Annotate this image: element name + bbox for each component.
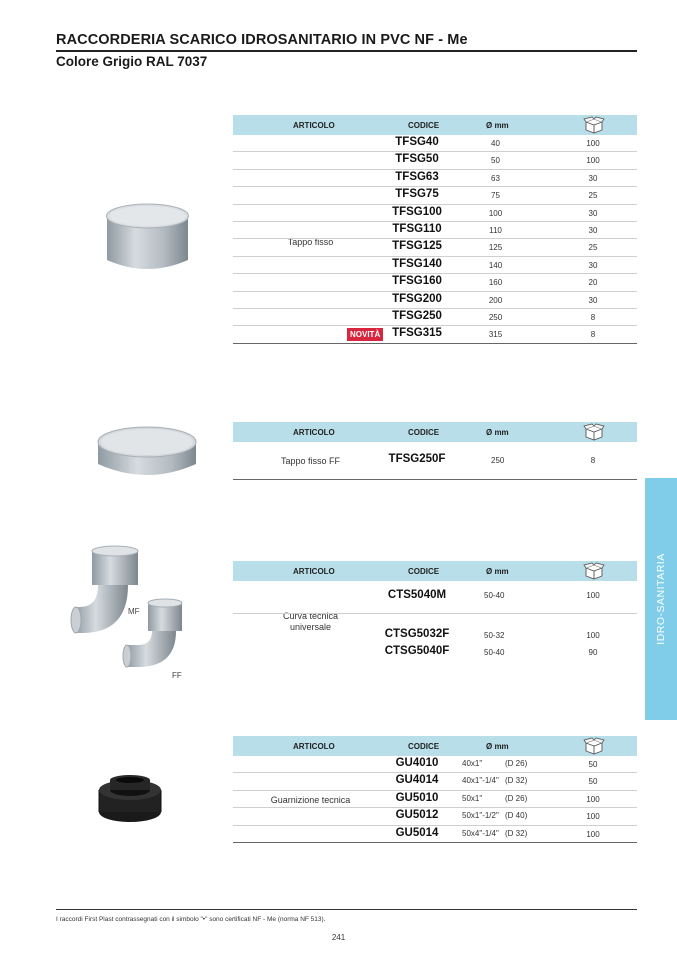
page-subtitle: Colore Grigio RAL 7037 [56, 54, 208, 69]
product-code: GU5012 [395, 809, 439, 822]
table-row [233, 773, 637, 790]
product-code: TFSG140 [392, 257, 442, 270]
product-code: TFSG250F [388, 453, 446, 465]
product-code: TFSG40 [395, 136, 439, 148]
table-header [233, 561, 637, 581]
product-pack: 30 [588, 225, 598, 235]
product-diameter: 250 [488, 312, 503, 322]
header-diametro: Ø mm [486, 742, 509, 751]
category-side-tab-label: IDRO-SANITARIA [655, 553, 667, 645]
table-header [233, 736, 637, 756]
product-code: GU5010 [395, 791, 439, 804]
table-row [233, 257, 637, 274]
header-diametro: Ø mm [486, 567, 509, 576]
footnote-rule [56, 909, 637, 910]
table-row [233, 170, 637, 187]
product-code: TFSG75 [395, 188, 439, 201]
section-curva-tecnica [233, 561, 637, 661]
product-pack: 8 [590, 312, 596, 322]
product-code: GU4014 [395, 774, 439, 787]
tappo-fisso-ff-image [92, 420, 202, 485]
novita-badge: NOVITÀ [347, 328, 383, 341]
product-diameter: 50x1" [462, 793, 483, 803]
table-row [233, 239, 637, 256]
header-codice: CODICE [408, 121, 440, 130]
package-icon [583, 116, 605, 136]
table-row [233, 581, 637, 614]
table-row [233, 187, 637, 204]
product-code: TFSG50 [395, 153, 439, 166]
table-row [233, 826, 637, 843]
product-diameter: 200 [488, 295, 503, 305]
header-articolo: ARTICOLO [293, 742, 335, 751]
product-diameter: 250 [491, 456, 505, 465]
table-row [233, 791, 637, 808]
product-diameter: 50-40 [484, 591, 505, 600]
product-pack: 8 [590, 456, 596, 465]
product-pack: 100 [586, 812, 600, 822]
table-row [233, 274, 637, 291]
tappo-fisso-image [100, 200, 195, 280]
header-articolo: ARTICOLO [293, 121, 335, 130]
header-diametro: Ø mm [486, 121, 509, 130]
product-diameter: 315 [488, 330, 503, 340]
product-diameter: 50-40 [484, 648, 505, 657]
article-name: Curva tecnica universale [282, 611, 339, 632]
product-pack: 30 [588, 208, 598, 218]
table-row [233, 222, 637, 239]
product-code: CTS5040M [387, 589, 447, 601]
table-row [233, 756, 637, 773]
product-diameter: 125 [488, 243, 503, 253]
product-pack: 100 [586, 156, 600, 166]
product-pack: 100 [586, 829, 600, 839]
table-header [233, 422, 637, 442]
product-pack: 8 [590, 330, 596, 340]
product-note: (D 40) [505, 811, 528, 821]
product-code: TFSG160 [392, 275, 442, 288]
product-diameter: 50-32 [484, 631, 505, 640]
product-diameter: 140 [488, 260, 503, 270]
guarnizione-image [96, 772, 164, 826]
product-code: GU4010 [395, 757, 439, 769]
product-pack: 100 [586, 631, 600, 640]
table-row [233, 627, 637, 644]
footnote: I raccordi First Plast contrassegnati con il simbolo "•" sono certificati NF - Me (norma NF 513). [56, 916, 326, 923]
section-guarnizione [233, 736, 637, 843]
table-row [233, 326, 637, 343]
product-pack: 25 [588, 243, 598, 253]
table-row [233, 808, 637, 825]
product-diameter: 50x4"-1/4" [462, 828, 499, 838]
product-code: TFSG315 [392, 327, 442, 340]
product-diameter: 50x1"-1/2" [462, 811, 499, 821]
product-diameter: 40x1"-1/4" [462, 776, 499, 786]
header-codice: CODICE [408, 567, 440, 576]
product-pack: 30 [588, 173, 598, 183]
header-codice: CODICE [408, 428, 440, 437]
article-name: Guarnizione tecnica [270, 795, 351, 805]
table-row [233, 442, 637, 480]
product-code: TFSG125 [392, 240, 442, 253]
table-header [233, 115, 637, 135]
product-code: CTSG5040F [384, 645, 450, 657]
label-ff: FF [172, 671, 182, 680]
header-articolo: ARTICOLO [293, 567, 335, 576]
product-code: CTSG5032F [384, 628, 450, 640]
product-pack: 90 [588, 648, 598, 657]
product-diameter: 110 [489, 225, 502, 235]
product-note: (D 26) [505, 759, 528, 768]
product-pack: 100 [586, 139, 600, 148]
product-code: TFSG100 [392, 205, 442, 218]
table-row [233, 309, 637, 326]
table-row [233, 292, 637, 309]
page-number: 241 [331, 933, 346, 942]
product-pack: 20 [588, 278, 598, 288]
product-pack: 30 [588, 260, 598, 270]
title-rule [56, 50, 637, 52]
package-icon [583, 562, 605, 582]
product-diameter: 40 [491, 139, 500, 148]
package-icon [583, 423, 605, 443]
product-note: (D 26) [505, 793, 528, 803]
header-diametro: Ø mm [486, 428, 509, 437]
category-side-tab [645, 478, 677, 720]
product-code: TFSG250 [392, 309, 442, 322]
product-diameter: 100 [488, 208, 503, 218]
product-code: TFSG200 [392, 292, 442, 305]
article-name: Tappo fisso FF [280, 456, 341, 466]
table-row [233, 205, 637, 222]
product-pack: 100 [586, 591, 600, 600]
table-row [233, 152, 637, 169]
section-tappo-fisso [233, 115, 637, 344]
package-icon [583, 737, 605, 757]
product-diameter: 160 [488, 278, 503, 288]
product-code: GU5014 [395, 826, 439, 839]
product-code: TFSG63 [395, 170, 439, 183]
product-note: (D 32) [505, 828, 528, 838]
header-codice: CODICE [408, 742, 440, 751]
product-pack: 50 [588, 777, 598, 787]
product-note: (D 32) [505, 776, 528, 786]
header-articolo: ARTICOLO [293, 428, 335, 437]
product-diameter: 50 [491, 156, 500, 166]
product-pack: 25 [588, 191, 598, 201]
page-title: RACCORDERIA SCARICO IDROSANITARIO IN PVC NF - Me [56, 32, 468, 48]
product-pack: 50 [588, 760, 598, 769]
table-row [233, 644, 637, 661]
table-row [233, 135, 637, 152]
label-mf: MF [128, 607, 140, 616]
product-diameter: 63 [491, 173, 500, 183]
article-name: Tappo fisso [287, 237, 334, 247]
product-diameter: 75 [491, 191, 500, 201]
section-tappo-fisso-ff [233, 422, 637, 480]
product-diameter: 40x1" [462, 759, 483, 768]
product-code: TFSG110 [392, 222, 442, 235]
product-pack: 30 [588, 295, 598, 305]
product-pack: 100 [586, 794, 600, 804]
